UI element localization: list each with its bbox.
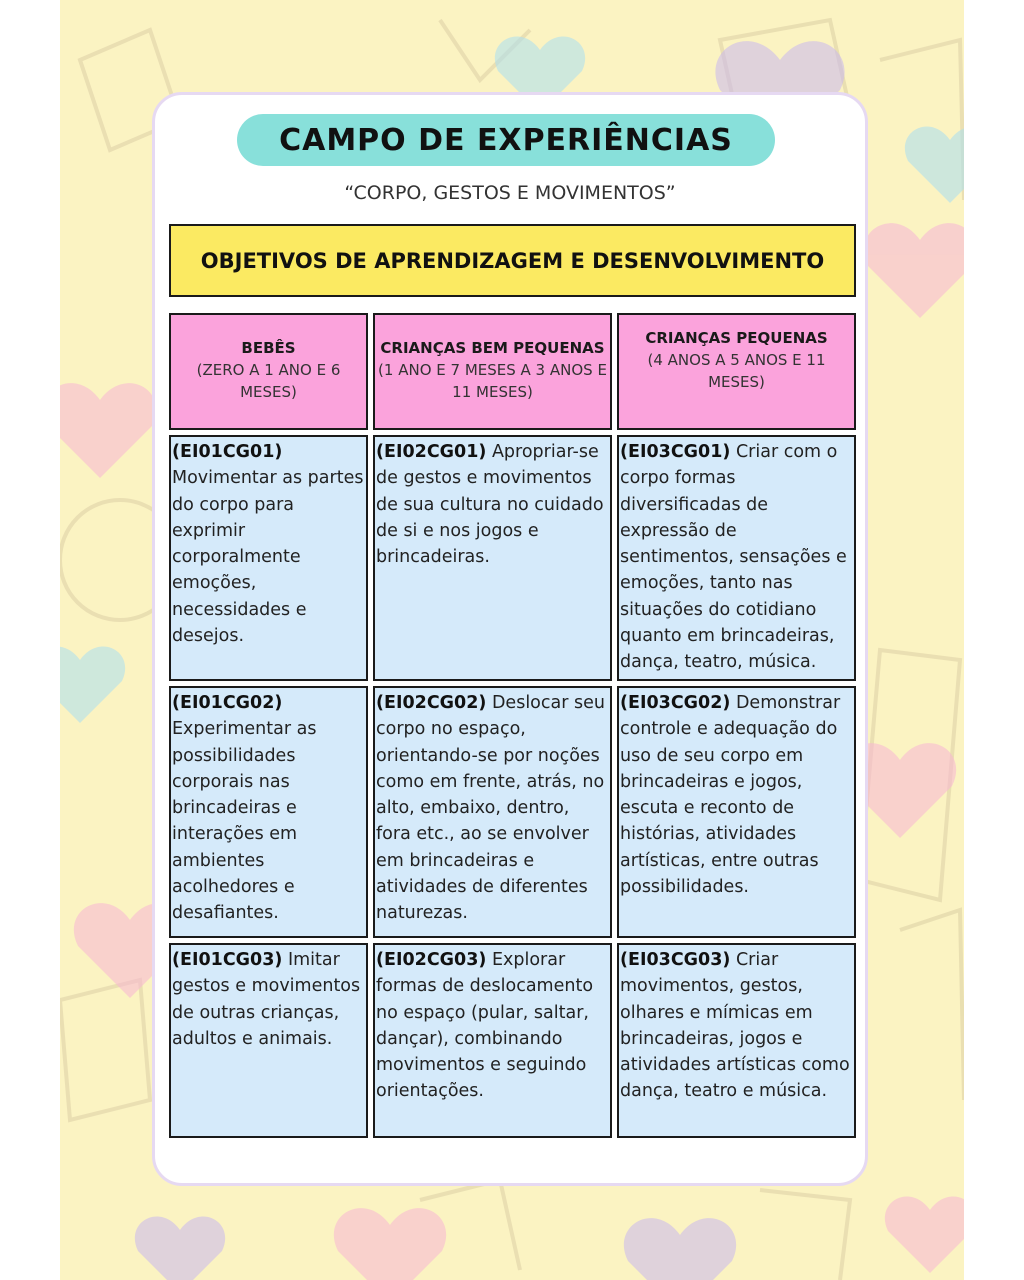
objective-text: Movimentar as partes do corpo para exprimir corporalmente emoções, necessidades e desejos.	[172, 468, 364, 647]
objective-cell	[373, 943, 612, 1138]
column-header-title: BEBÊS	[241, 339, 296, 357]
page-title: CAMPO DE EXPERIÊNCIAS	[237, 114, 775, 166]
objective-code: (EI02CG03)	[376, 950, 487, 970]
objective-cell	[617, 686, 856, 938]
column-header-criancas-bem-pequenas	[373, 313, 612, 430]
column-header-subtitle: (1 ANO E 7 MESES A 3 ANOS E 11 MESES)	[378, 361, 607, 401]
objective-text: Deslocar seu corpo no espaço, orientando-se por noções como em frente, atrás, no alto, embaixo, dentro, fora etc., ao se envolver em brincadeiras e atividades de diferentes naturezas.	[376, 693, 605, 924]
column-header-subtitle: (ZERO A 1 ANO E 6 MESES)	[196, 361, 341, 401]
objective-code: (EI01CG03)	[172, 950, 283, 970]
objective-code: (EI02CG01)	[376, 442, 487, 462]
objective-text: Apropriar-se de gestos e movimentos de sua cultura no cuidado de si e nos jogos e brincadeiras.	[376, 442, 604, 568]
objective-cell	[169, 435, 368, 681]
objective-code: (EI02CG02)	[376, 693, 487, 713]
objectives-header: OBJETIVOS DE APRENDIZAGEM E DESENVOLVIMENTO	[169, 224, 856, 297]
objective-text: Experimentar as possibilidades corporais nas brincadeiras e interações em ambientes acolhedores e desafiantes.	[172, 719, 317, 924]
objective-code: (EI01CG01)	[172, 442, 283, 462]
objective-text: Explorar formas de deslocamento no espaço (pular, saltar, dançar), combinando movimentos e seguindo orientações.	[376, 950, 594, 1102]
objective-text: Imitar gestos e movimentos de outras crianças, adultos e animais.	[172, 950, 361, 1049]
column-header-title: CRIANÇAS PEQUENAS	[645, 329, 828, 347]
column-header-title: CRIANÇAS BEM PEQUENAS	[380, 339, 605, 357]
objective-code: (EI03CG03)	[620, 950, 731, 970]
column-header-bebes	[169, 313, 368, 430]
column-header-criancas-pequenas	[617, 313, 856, 430]
objective-cell	[373, 435, 612, 681]
objective-cell	[373, 686, 612, 938]
objective-text: Demonstrar controle e adequação do uso de seu corpo em brincadeiras e jogos, escuta e reconto de histórias, atividades artísticas, entre outras possibilidades.	[620, 693, 841, 898]
objective-code: (EI03CG02)	[620, 693, 731, 713]
page-subtitle: “CORPO, GESTOS E MOVIMENTOS”	[344, 182, 676, 204]
objective-cell	[617, 435, 856, 681]
objective-text: Criar movimentos, gestos, olhares e mímicas em brincadeiras, jogos e atividades artísticas como dança, teatro e música.	[620, 950, 850, 1102]
objective-cell	[617, 943, 856, 1138]
objective-code: (EI01CG02)	[172, 693, 283, 713]
objective-code: (EI03CG01)	[620, 442, 731, 462]
column-header-subtitle: (4 ANOS A 5 ANOS E 11 MESES)	[647, 351, 826, 391]
objective-text: Criar com o corpo formas diversificadas de expressão de sentimentos, sensações e emoções, tanto nas situações do cotidiano quanto em brincadeiras, dança, teatro, música.	[620, 442, 847, 673]
objective-cell	[169, 686, 368, 938]
objective-cell	[169, 943, 368, 1138]
